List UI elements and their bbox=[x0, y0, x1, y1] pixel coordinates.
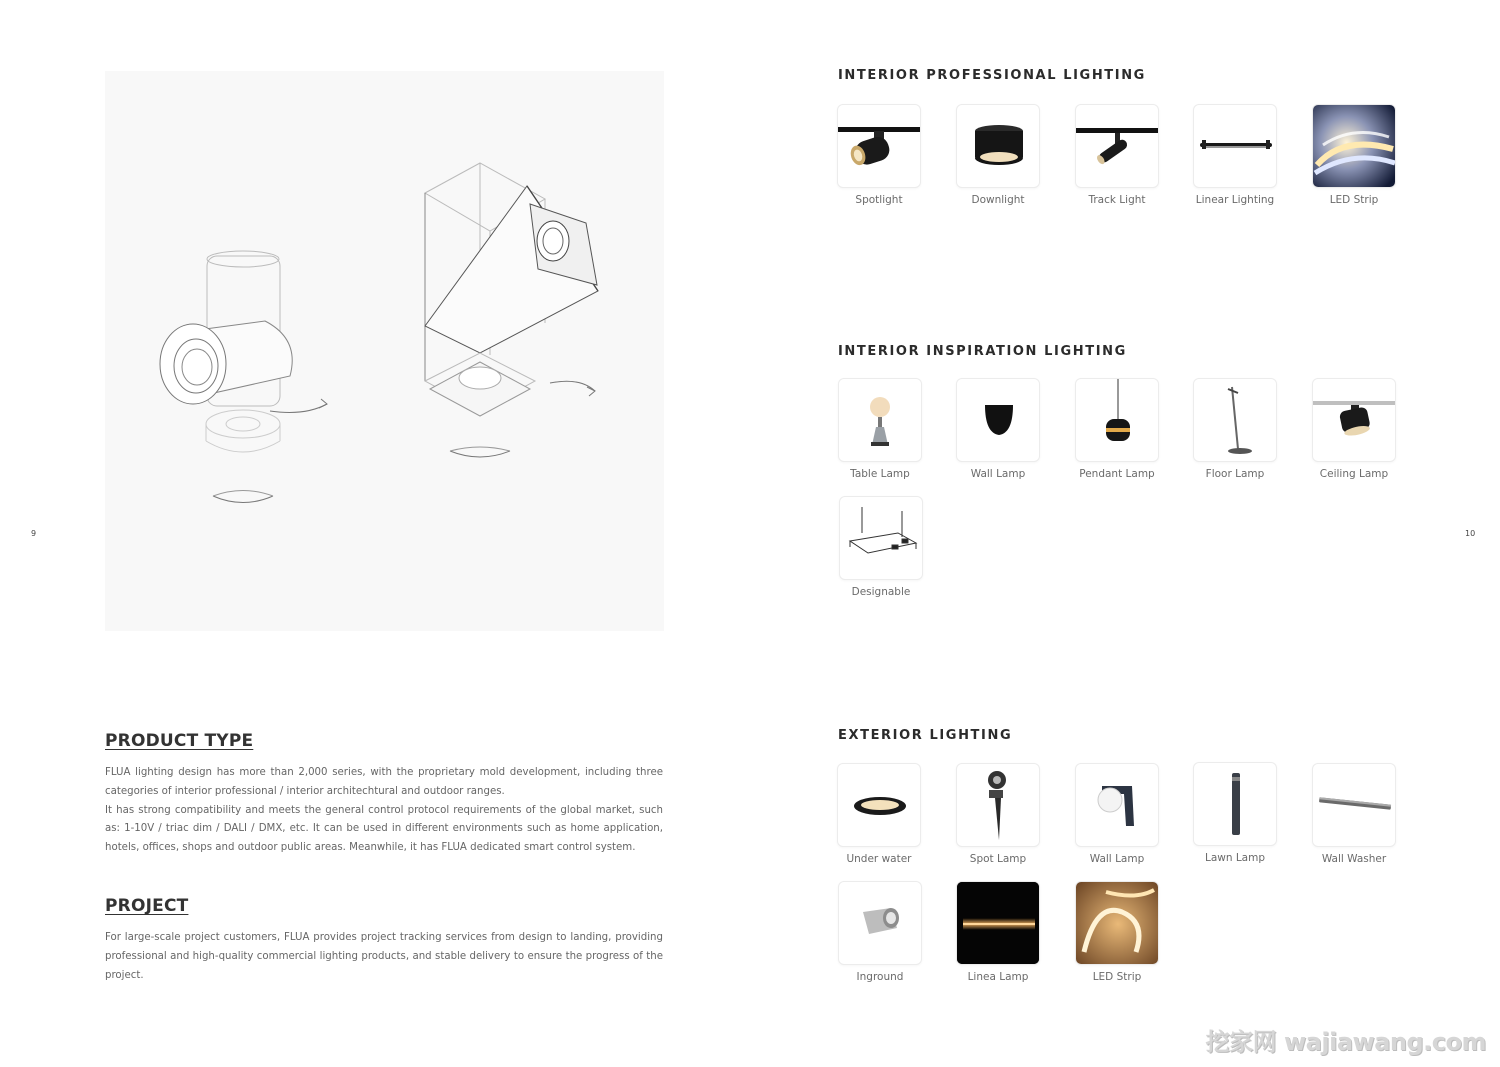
product-tile-designable[interactable] bbox=[839, 496, 923, 598]
tile-label: Table Lamp bbox=[850, 468, 910, 480]
tile-label: Designable bbox=[851, 586, 911, 598]
tile-label: Ceiling Lamp bbox=[1319, 468, 1389, 480]
product-tile-outdoor-led-strip[interactable] bbox=[1075, 881, 1159, 983]
wall-lamp-icon bbox=[956, 378, 1040, 462]
tile-label: Inground bbox=[856, 971, 904, 983]
tile-label: LED Strip bbox=[1092, 971, 1142, 983]
spotlight-icon bbox=[837, 104, 921, 188]
cylinder-spotlight-sketch bbox=[160, 251, 327, 503]
floor-lamp-icon bbox=[1193, 378, 1277, 462]
product-type-body bbox=[105, 764, 663, 858]
tile-label: Pendant Lamp bbox=[1079, 468, 1155, 480]
product-tile-floor-lamp[interactable] bbox=[1193, 378, 1277, 480]
project-body bbox=[105, 929, 663, 985]
product-sketch-illustration bbox=[105, 71, 664, 631]
tile-label: Linear Lighting bbox=[1195, 194, 1275, 206]
product-tile-linea-lamp[interactable] bbox=[956, 881, 1040, 983]
tile-label: Track Light bbox=[1088, 194, 1146, 206]
product-tile-wall-washer[interactable] bbox=[1312, 763, 1396, 865]
tile-label: LED Strip bbox=[1329, 194, 1379, 206]
product-tile-pendant-lamp[interactable] bbox=[1075, 378, 1159, 480]
tile-label: Spot Lamp bbox=[969, 853, 1027, 865]
linear-lighting-icon bbox=[1193, 104, 1277, 188]
product-tile-under-water[interactable] bbox=[837, 763, 921, 865]
page-number-right: 10 bbox=[1465, 529, 1476, 538]
product-tile-wall-lamp[interactable] bbox=[956, 378, 1040, 480]
underwater-light-icon bbox=[837, 763, 921, 847]
led-strip-icon bbox=[1312, 104, 1396, 188]
tile-label: Wall Lamp bbox=[970, 468, 1026, 480]
outdoor-led-strip-icon bbox=[1075, 881, 1159, 965]
pendant-lamp-icon bbox=[1075, 378, 1159, 462]
square-spotlight-sketch bbox=[425, 163, 598, 457]
product-tile-downlight[interactable] bbox=[956, 104, 1040, 206]
wall-washer-icon bbox=[1312, 763, 1396, 847]
product-tile-led-strip[interactable] bbox=[1312, 104, 1396, 206]
ceiling-lamp-icon bbox=[1312, 378, 1396, 462]
interior-inspiration-title: INTERIOR INSPIRATION LIGHTING bbox=[838, 344, 1127, 359]
track-light-icon bbox=[1075, 104, 1159, 188]
tile-label: Under water bbox=[846, 853, 912, 865]
tile-label: Linea Lamp bbox=[967, 971, 1029, 983]
product-tile-outdoor-wall-lamp[interactable] bbox=[1075, 763, 1159, 865]
product-tile-track-light[interactable] bbox=[1075, 104, 1159, 206]
tile-label: Spotlight bbox=[855, 194, 903, 206]
project-heading: PROJECT bbox=[105, 896, 189, 916]
product-tile-inground[interactable] bbox=[838, 881, 922, 983]
outdoor-wall-lamp-icon bbox=[1075, 763, 1159, 847]
spot-lamp-icon bbox=[956, 763, 1040, 847]
product-tile-lawn-lamp[interactable] bbox=[1193, 762, 1277, 864]
exterior-lighting-title: EXTERIOR LIGHTING bbox=[838, 728, 1013, 743]
tile-label: Downlight bbox=[971, 194, 1025, 206]
tile-label: Floor Lamp bbox=[1205, 468, 1265, 480]
project-paragraph: For large-scale project customers, FLUA provides project tracking services from design to landing, providing professional and high-quality commercial lighting products, and stable delivery to ensure the progress of the project. bbox=[105, 932, 663, 981]
product-tile-spotlight[interactable] bbox=[837, 104, 921, 206]
inground-light-icon bbox=[838, 881, 922, 965]
watermark: 挖家网 wajiawang.com bbox=[1205, 1028, 1486, 1056]
product-tile-linear-lighting[interactable] bbox=[1193, 104, 1277, 206]
product-type-heading: PRODUCT TYPE bbox=[105, 731, 254, 751]
product-type-paragraph-2: It has strong compatibility and meets the general control protocol requirements of the global market, such as: 1-10V / triac dim / DALI / DMX, etc. It can be used in different environments such as home application, hotels, offices, shops and outdoor public areas. Meanwhile, it has FLUA dedicated smart control system. bbox=[105, 804, 663, 854]
table-lamp-icon bbox=[838, 378, 922, 462]
tile-label: Wall Washer bbox=[1321, 853, 1387, 865]
product-type-paragraph-1: FLUA lighting design has more than 2,000 series, with the proprietary mold development, including three categories of interior professional / interior architechtural and outdoor ranges. bbox=[105, 767, 663, 797]
product-tile-spot-lamp[interactable] bbox=[956, 763, 1040, 865]
designable-icon bbox=[839, 496, 923, 580]
downlight-icon bbox=[956, 104, 1040, 188]
product-tile-table-lamp[interactable] bbox=[838, 378, 922, 480]
product-tile-ceiling-lamp[interactable] bbox=[1312, 378, 1396, 480]
interior-professional-title: INTERIOR PROFESSIONAL LIGHTING bbox=[838, 68, 1146, 83]
lawn-lamp-icon bbox=[1193, 762, 1277, 846]
tile-label: Wall Lamp bbox=[1089, 853, 1145, 865]
page-number-left: 9 bbox=[31, 529, 37, 538]
tile-label: Lawn Lamp bbox=[1204, 852, 1266, 864]
linea-lamp-icon bbox=[956, 881, 1040, 965]
